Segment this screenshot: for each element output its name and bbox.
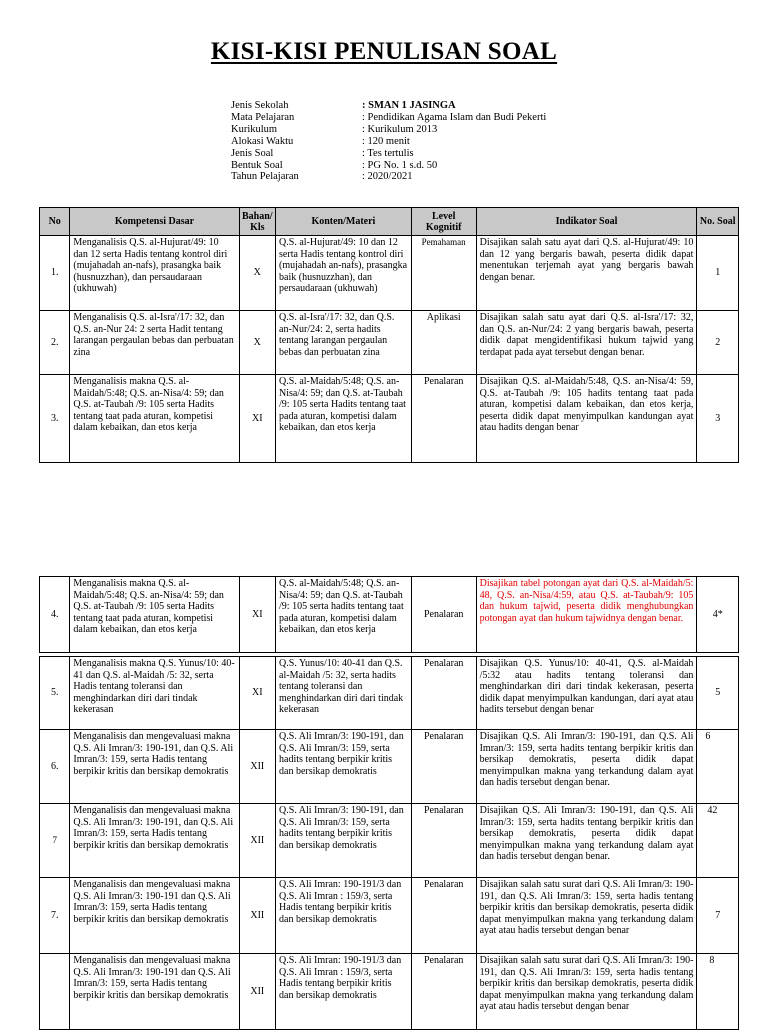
table-row	[40, 804, 739, 878]
cell-kompetensi-dasar: Menganalisis Q.S. al-Hujurat/49: 10 dan 12 serta Hadis tentang kontrol diri (mujahadah an-nafs), prasangka baik (husnuzzhan), dan persaudaraan (ukhuwah)	[70, 236, 239, 311]
kisi-table-2	[39, 576, 739, 653]
cell-no-soal: 4*	[697, 577, 739, 653]
cell-level: Penalaran	[411, 878, 476, 954]
cell-no: 7.	[40, 878, 70, 954]
cell-kompetensi-dasar: Menganalisis makna Q.S. al-Maidah/5:48; Q.S. an-Nisa/4: 59; dan Q.S. at-Taubah /9: 105 serta Hadits tentang taat pada aturan, kompetisi dalam kebaikan, dan etos kerja	[70, 577, 239, 653]
cell-kelas: XI	[239, 657, 275, 730]
meta-value: : 120 menit	[362, 135, 410, 147]
cell-indikator: Disajikan Q.S. Yunus/10: 40-41, Q.S. al-Maidah /5:32 atau hadits tentang toleransi dan menghindarkan diri dari tindak kekerasan, peserta didik dapat menyimpulkan kandungan, dari ayat atau hadits tersebut dengan benar	[476, 657, 697, 730]
meta-value: : Pendidikan Agama Islam dan Budi Pekerti	[362, 111, 547, 123]
table-row	[40, 730, 739, 804]
cell-konten: Q.S. al-Isra'/17: 32, dan Q.S. an-Nur/24: 2, serta hadits tentang larangan pergaulan bebas dan perbuatan zina	[276, 311, 412, 375]
cell-konten: Q.S. Ali Imran/3: 190-191, dan Q.S. Ali Imran/3: 159, serta hadits tentang berpikir kritis dan bersikap demokratis	[276, 730, 412, 804]
meta-row	[231, 100, 546, 112]
cell-kelas: XII	[239, 730, 275, 804]
cell-kelas: X	[239, 236, 275, 311]
cell-kelas: XII	[239, 804, 275, 878]
cell-kelas: X	[239, 311, 275, 375]
meta-value: : Kurikulum 2013	[362, 123, 438, 135]
cell-no-soal: 8	[697, 954, 739, 1030]
cell-kompetensi-dasar: Menganalisis dan mengevaluasi makna Q.S. Ali Imran/3: 190-191, dan Q.S. Ali Imran/3: 159, serta Hadis tentang berpikir kritis dan bersikap demokratis	[70, 730, 239, 804]
table-row	[40, 236, 739, 311]
meta-row	[231, 148, 546, 160]
cell-no: 7	[40, 804, 70, 878]
cell-level: Penalaran	[411, 954, 476, 1030]
cell-indikator: Disajikan salah satu surat dari Q.S. Ali Imran/3: 190-191, dan Q.S. Ali Imran/3: 159, serta hadis tentang berpikir kritis dan bersikap demokratis, peserta didik dapat menyimpulkan makna yang terkandung dalam ayat atau hadis tersebut dengan benar	[476, 878, 697, 954]
cell-level: Penalaran	[411, 804, 476, 878]
cell-kompetensi-dasar: Menganalisis makna Q.S. al-Maidah/5:48; Q.S. an-Nisa/4: 59; dan Q.S. at-Taubah /9: 105 serta Hadits tentang taat pada aturan, kompetisi dalam kebaikan, dan etos kerja	[70, 375, 239, 463]
meta-label: Alokasi Waktu	[231, 135, 294, 147]
cell-no-soal: 6	[697, 730, 739, 804]
header-kompetensi-dasar: Kompetensi Dasar	[70, 208, 239, 236]
cell-kompetensi-dasar: Menganalisis Q.S. al-Isra'/17: 32, dan Q.S. an-Nur 24: 2 serta Hadit tentang larangan pergaulan bebas dan perbuatan zina	[70, 311, 239, 375]
meta-row	[231, 112, 546, 124]
cell-indikator: Disajikan Q.S. Ali Imran/3: 190-191, dan Q.S. Ali Imran/3: 159, serta hadits tentang berpikir kritis dan bersikap demokratis, peserta didik dapat menyimpulkan makna yang terkandung dalam ayat dan hadis tersebut dengan benar.	[476, 730, 697, 804]
cell-no: 5.	[40, 657, 70, 730]
meta-value: : 2020/2021	[362, 171, 413, 183]
cell-no-soal: 5	[697, 657, 739, 730]
meta-label: Mata Pelajaran	[231, 111, 295, 123]
meta-label: Jenis Sekolah	[231, 100, 289, 111]
cell-kelas: XII	[239, 954, 275, 1030]
cell-konten: Q.S. al-Maidah/5:48; Q.S. an-Nisa/4: 59; dan Q.S. at-Taubah /9: 105 serta hadits tentang taat pada aturan, kompetisi dalam kebaikan, dan etos kerja	[276, 577, 412, 653]
cell-no: 4.	[40, 577, 70, 653]
cell-level: Penalaran	[411, 375, 476, 463]
table-row	[40, 878, 739, 954]
cell-kompetensi-dasar: Menganalisis makna Q.S. Yunus/10: 40-41 dan Q.S. al-Maidah /5: 32, serta Hadis tentang toleransi dan menghindarkan diri dari tindak kekerasan	[70, 657, 239, 730]
table-row	[40, 657, 739, 730]
cell-level: Penalaran	[411, 657, 476, 730]
cell-no: 1.	[40, 236, 70, 311]
cell-konten: Q.S. Yunus/10: 40-41 dan Q.S. al-Maidah /5: 32, serta hadits tentang toleransi dan menghindarkan diri dari tindak kekerasan	[276, 657, 412, 730]
meta-label: Tahun Pelajaran	[231, 171, 299, 183]
cell-konten: Q.S. Ali Imran/3: 190-191, dan Q.S. Ali Imran/3: 159, serta hadits tentang berpikir kritis dan bersikap demokratis	[276, 804, 412, 878]
table-row	[40, 577, 739, 653]
cell-indikator: Disajikan salah satu ayat dari Q.S. al-Isra'/17: 32, dan Q.S. an-Nur/24: 2 yang bergaris bawah, peserta didik dapat mengidentifikasi hukum tajwid yang terdapat pada ayat tersebut dengan benar.	[476, 311, 697, 375]
cell-indikator: Disajikan Q.S. Ali Imran/3: 190-191, dan Q.S. Ali Imran/3: 159, serta hadits tentang berpikir kritis dan bersikap demokratis, peserta didik dapat menyimpulkan makna yang terkandung dalam ayat dan hadis tersebut dengan benar.	[476, 804, 697, 878]
meta-row	[231, 124, 546, 136]
cell-level: Penalaran	[411, 730, 476, 804]
cell-konten: Q.S. al-Maidah/5:48; Q.S. an-Nisa/4: 59; dan Q.S. at-Taubah /9: 105 serta Hadits tentang taat pada aturan, kompetisi dalam kebaikan, dan etos kerja	[276, 375, 412, 463]
cell-indikator: Disajikan tabel potongan ayat dari Q.S. al-Maidah/5: 48, Q.S. an-Nisa/4:59, atau Q.S. at-Taubah/9: 105 dan hukum tajwid, peserta didik menghubungkan potongan ayat dan hukum tajwidnya dengan benar.	[476, 577, 697, 653]
meta-value: : SMAN 1 JASINGA	[362, 100, 456, 111]
cell-kelas: XI	[239, 577, 275, 653]
table-row	[40, 375, 739, 463]
meta-value: : PG No. 1 s.d. 50	[362, 159, 438, 171]
cell-no-soal: 2	[697, 311, 739, 375]
meta-label: Bentuk Soal	[231, 159, 283, 171]
kisi-table-1	[39, 207, 739, 463]
cell-kompetensi-dasar: Menganalisis dan mengevaluasi makna Q.S. Ali Imran/3: 190-191 dan Q.S. Ali Imran/3: 159, serta Hadis tentang berpikir kritis dan bersikap demokratis	[70, 954, 239, 1030]
cell-indikator: Disajikan Q.S. al-Maidah/5:48, Q.S. an-Nisa/4: 59, Q.S. at-Taubah /9: 105 hadits tentang taat pada aturan, kompetisi dalam kebaikan, dan etos kerja, peserta didik dapat menyimpulkan kandungan ayat atau hadits dengan benar	[476, 375, 697, 463]
cell-no-soal: 1	[697, 236, 739, 311]
cell-konten: Q.S. al-Hujurat/49: 10 dan 12 serta Hadis tentang kontrol diri (mujahadah an-nafs), prasangka baik (husnuzzhan), dan persaudaraan (ukhuwah)	[276, 236, 412, 311]
kisi-table-3	[39, 656, 739, 1030]
cell-indikator: Disajikan salah satu ayat dari Q.S. al-Hujurat/49: 10 dan 12 yang bergaris bawah, peserta didik dapat menentukan terjemah ayat yang bergaris bawah dengan benar.	[476, 236, 697, 311]
cell-level: Penalaran	[411, 577, 476, 653]
meta-row	[231, 160, 546, 172]
header-bahan-kls: Bahan/ Kls	[239, 208, 275, 236]
cell-no: 6.	[40, 730, 70, 804]
meta-value: : Tes tertulis	[362, 147, 414, 159]
cell-konten: Q.S. Ali Imran: 190-191/3 dan Q.S. Ali Imran : 159/3, serta Hadis tentang berpikir kritis dan bersikap demokratis	[276, 954, 412, 1030]
cell-kelas: XII	[239, 878, 275, 954]
cell-indikator: Disajikan salah satu surat dari Q.S. Ali Imran/3: 190-191, dan Q.S. Ali Imran/3: 159, serta hadis tentang berpikir kritis dan bersikap demokratis, peserta didik dapat menyimpulkan makna yang terkandung dalam ayat atau hadis tersebut dengan benar	[476, 954, 697, 1030]
table-row	[40, 954, 739, 1030]
header-no: No	[40, 208, 70, 236]
cell-level: Pemahaman	[411, 236, 476, 311]
cell-no: 3.	[40, 375, 70, 463]
cell-kompetensi-dasar: Menganalisis dan mengevaluasi makna Q.S. Ali Imran/3: 190-191, dan Q.S. Ali Imran/3: 159, serta Hadis tentang berpikir kritis dan bersikap demokratis	[70, 804, 239, 878]
cell-no-soal: 7	[697, 878, 739, 954]
header-indikator-soal: Indikator Soal	[476, 208, 697, 236]
cell-kompetensi-dasar: Menganalisis dan mengevaluasi makna Q.S. Ali Imran/3: 190-191 dan Q.S. Ali Imran/3: 159, serta Hadis tentang berpikir kritis dan bersikap demokratis	[70, 878, 239, 954]
document-title: KISI-KISI PENULISAN SOAL	[210, 38, 558, 65]
cell-level: Aplikasi	[411, 311, 476, 375]
meta-row	[231, 171, 546, 183]
cell-no	[40, 954, 70, 1030]
cell-no-soal: 3	[697, 375, 739, 463]
header-level-kognitif: Level Kognitif	[411, 208, 476, 236]
cell-kelas: XI	[239, 375, 275, 463]
meta-label: Kurikulum	[231, 123, 278, 135]
table-header-row	[40, 208, 739, 236]
header-konten-materi: Konten/Materi	[276, 208, 412, 236]
cell-no: 2.	[40, 311, 70, 375]
document-meta	[231, 100, 546, 183]
table-row	[40, 311, 739, 375]
header-no-soal: No. Soal	[697, 208, 739, 236]
cell-konten: Q.S. Ali Imran: 190-191/3 dan Q.S. Ali Imran : 159/3, serta Hadis tentang berpikir kritis dan bersikap demokratis	[276, 878, 412, 954]
meta-label: Jenis Soal	[231, 147, 274, 159]
cell-no-soal: 42	[697, 804, 739, 878]
meta-row	[231, 136, 546, 148]
